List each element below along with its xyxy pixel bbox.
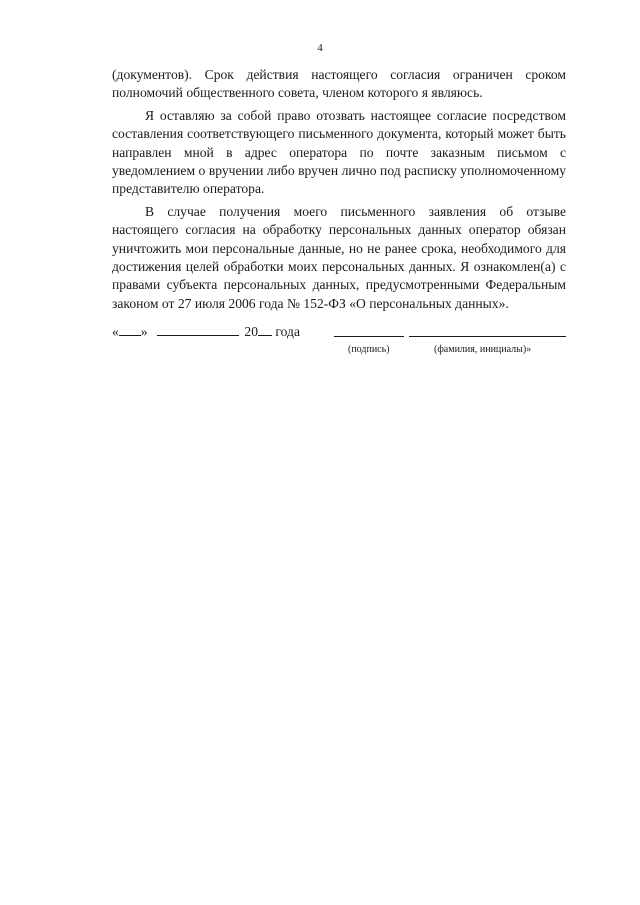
- signature-row: [112, 323, 566, 363]
- year-suffix: года: [275, 324, 300, 339]
- date-quote-close: »: [140, 324, 148, 339]
- date-field: [112, 323, 300, 340]
- document-body: [112, 66, 566, 317]
- name-caption: (фамилия, инициалы)»: [434, 344, 532, 355]
- signature-caption: (подпись): [348, 344, 390, 355]
- date-quote-open: «: [112, 324, 119, 339]
- signature-line: [334, 336, 404, 337]
- year-prefix: 20: [244, 324, 258, 339]
- page-number: 4: [317, 42, 323, 54]
- name-line: [409, 336, 566, 337]
- month-blank: [157, 323, 239, 336]
- day-blank: [119, 323, 141, 336]
- paragraph-withdrawal-consequences: В случае получения моего письменного заявления об отзыве настоящего согласия на обработку персональных данных оператор обязан уничтожить мои персональные данные, но не ранее срока, необходимого для достижения целей обработки моих персональных данных. Я ознакомлен(а) с правами субъекта персональных данных, предусмотренными Федеральным законом от 27 июля 2006 года № 152-ФЗ «О персональных данных».: [112, 203, 566, 311]
- paragraph-withdrawal-right: Я оставляю за собой право отозвать настоящее согласие посредством составления соответствующего письменного документа, который может быть направлен мной в адрес оператора по почте заказным письмом с уведомлением о вручении либо вручен лично под расписку уполномоченному представителю оператора.: [112, 107, 566, 197]
- year-blank: [258, 323, 272, 336]
- paragraph-consent-term: (документов). Срок действия настоящего согласия ограничен сроком полномочий общественного совета, членом которого я являюсь.: [112, 67, 566, 101]
